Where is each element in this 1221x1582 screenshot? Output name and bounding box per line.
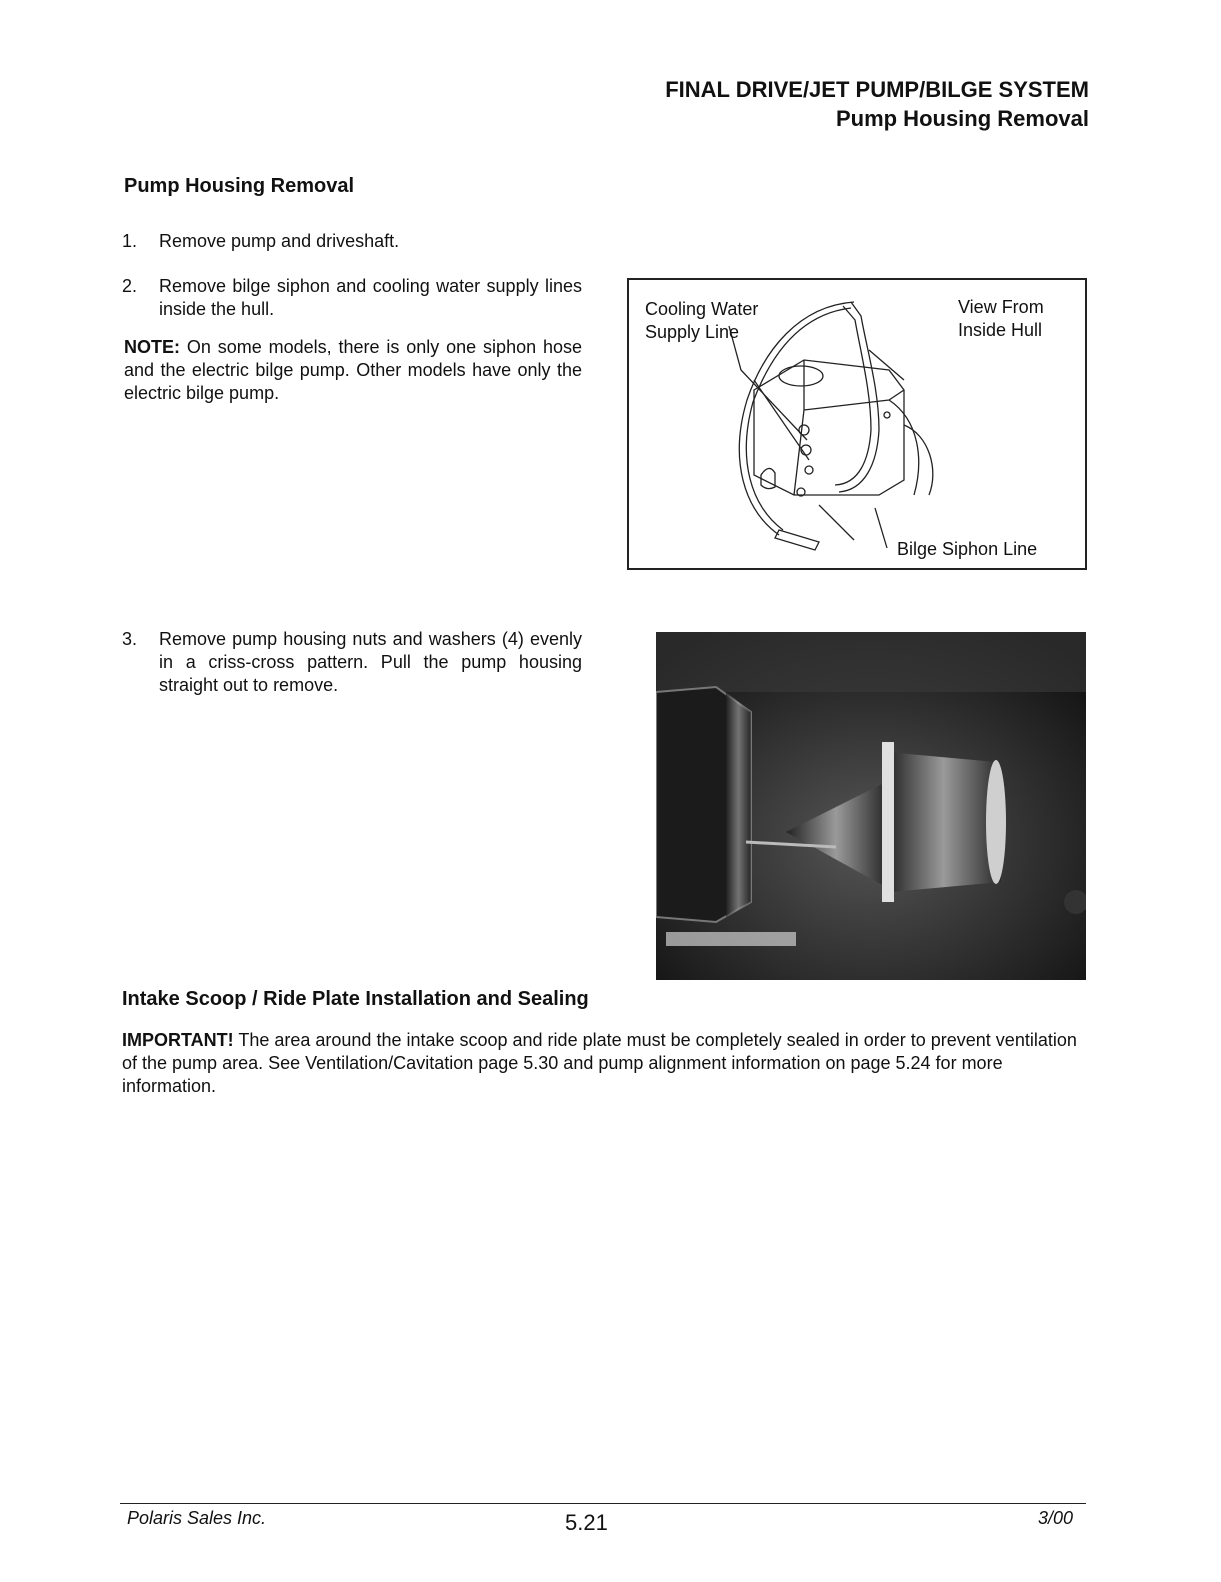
important-text: The area around the intake scoop and ride plate must be completely sealed in order to prevent ventilation of the pump area. See Ventilation/Cavitation page 5.30 and pump alignment information on page 5.24 for more information.: [122, 1030, 1077, 1096]
step-text: Remove bilge siphon and cooling water supply lines inside the hull.: [159, 276, 582, 319]
step-number: 1.: [122, 231, 138, 251]
view-from-label-2: Inside Hull: [958, 320, 1043, 340]
step-3: [122, 628, 582, 697]
footer-company: Polaris Sales Inc.: [127, 1508, 267, 1528]
cooling-water-label-1: Cooling Water: [645, 299, 759, 319]
pump-housing-photo: [656, 632, 1086, 980]
view-from-label-1: View From: [958, 297, 1044, 317]
pump-housing-photo-drawing: [656, 632, 1086, 980]
step-text: Remove pump housing nuts and washers (4) evenly in a criss-cross pattern. Pull the pump housing straight out to remove.: [159, 629, 582, 695]
step-1: [122, 230, 582, 253]
cooling-water-label-2: Supply Line: [645, 322, 740, 342]
bilge-siphon-label: Bilge Siphon Line: [897, 539, 1038, 559]
section-title: Pump Housing Removal: [835, 106, 1089, 131]
step-text: Remove pump and driveshaft.: [159, 231, 400, 251]
important-paragraph: [122, 1029, 1086, 1098]
footer-page-number: 5.21: [565, 1510, 608, 1535]
chapter-title: FINAL DRIVE/JET PUMP/BILGE SYSTEM: [665, 77, 1089, 102]
note-text: On some models, there is only one siphon hose and the electric bilge pump. Other models have only the electric bilge pump.: [124, 337, 582, 403]
footer-divider: [120, 1503, 1086, 1504]
important-label: IMPORTANT!: [122, 1030, 234, 1050]
hull-diagram-figure: [627, 278, 1087, 570]
note: [124, 336, 582, 405]
step-number: 2.: [122, 276, 138, 296]
pump-removal-heading: Pump Housing Removal: [124, 175, 355, 197]
intake-heading: Intake Scoop / Ride Plate Installation and Sealing: [122, 988, 589, 1010]
footer-date: 3/00: [1038, 1508, 1074, 1528]
step-number: 3.: [122, 629, 138, 649]
step-2: [122, 275, 582, 321]
note-label: NOTE:: [124, 337, 180, 357]
